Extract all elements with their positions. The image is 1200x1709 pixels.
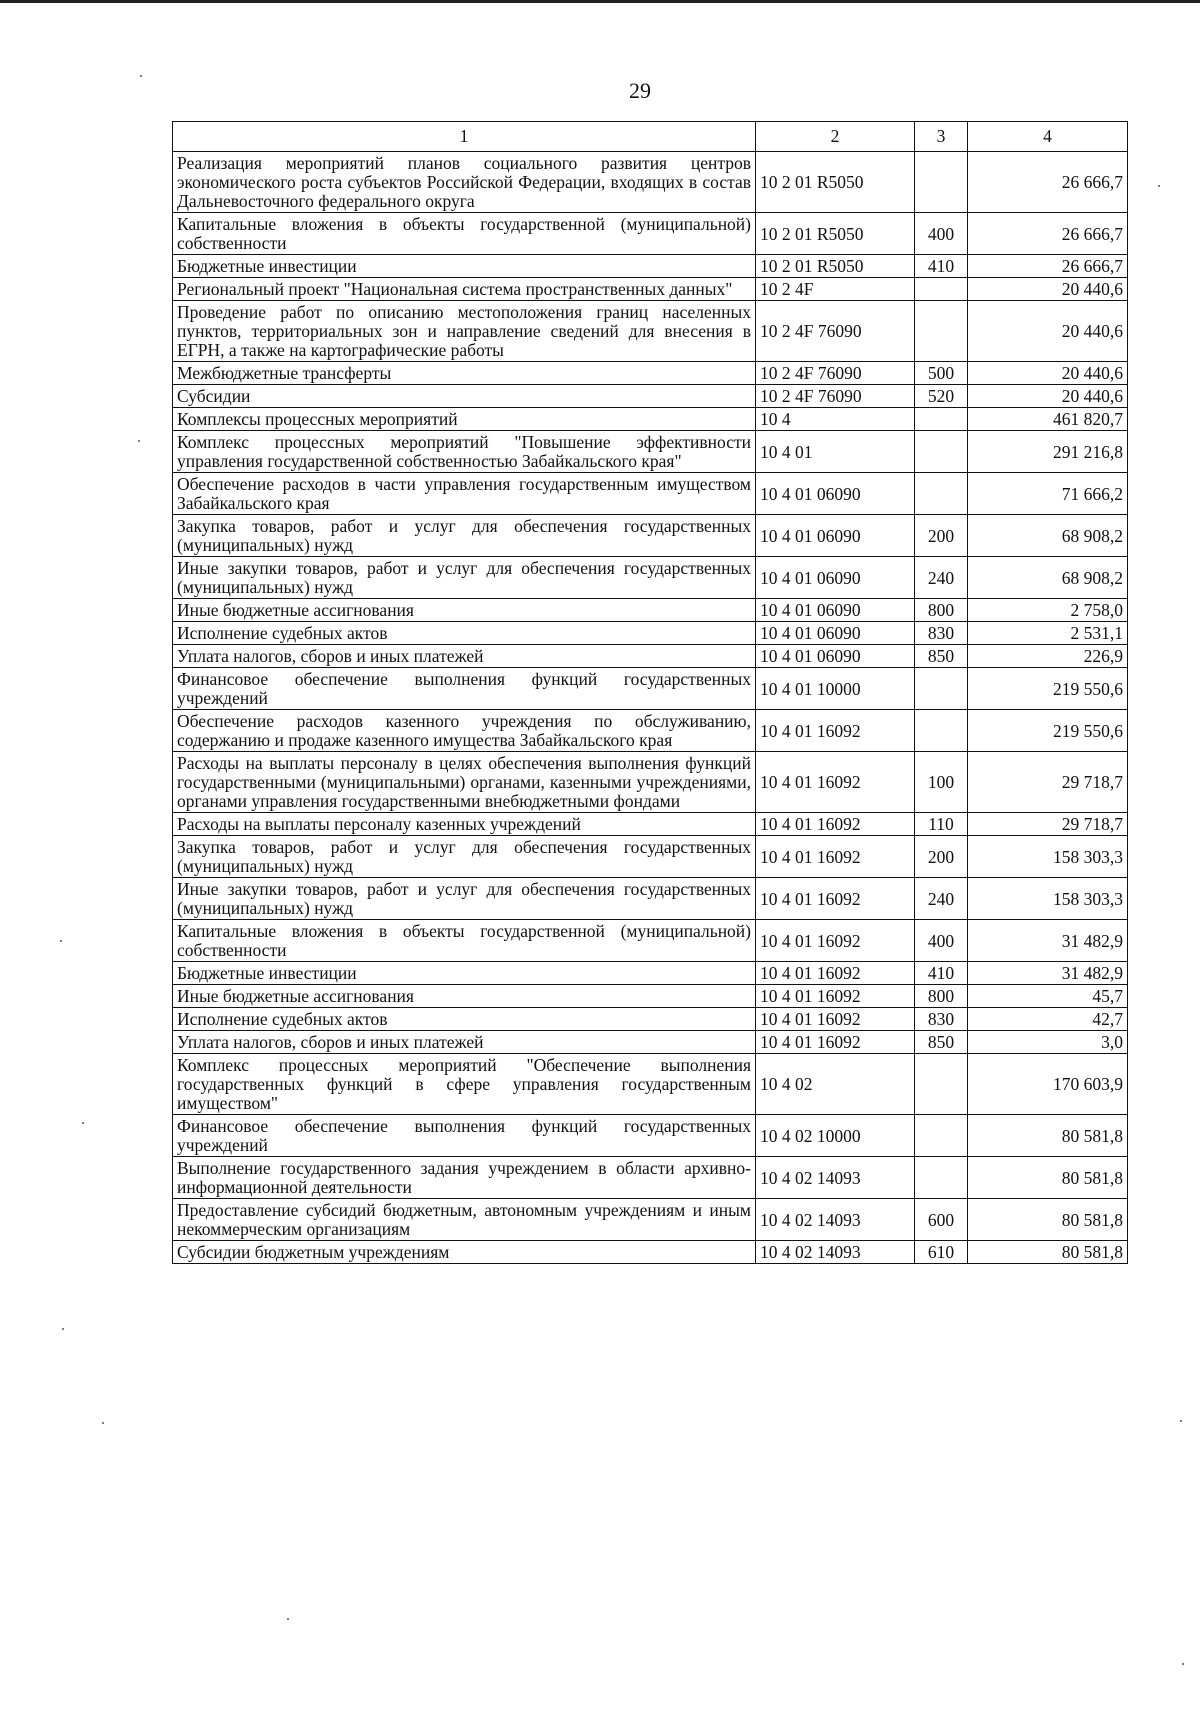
table-row [173,515,1128,557]
cell-target-code: 10 4 01 06090 [756,515,915,557]
cell-amount: 219 550,6 [968,668,1128,710]
cell-amount: 42,7 [968,1008,1128,1031]
cell-target-code: 10 4 01 16092 [756,813,915,836]
column-header-type: 3 [915,122,968,152]
cell-expense-name: Субсидии бюджетным учреждениям [173,1241,756,1264]
table-row [173,1115,1128,1157]
cell-amount: 29 718,7 [968,752,1128,813]
cell-target-code: 10 2 4F 76090 [756,301,915,362]
table-row [173,920,1128,962]
scan-speck [82,1122,84,1124]
cell-amount: 3,0 [968,1031,1128,1054]
table-row [173,1199,1128,1241]
cell-expense-name: Комплекс процессных мероприятий "Повышение эффективности управления государственной собственностью Забайкальского края" [173,431,756,473]
table-row [173,1241,1128,1264]
cell-expense-type: 830 [915,622,968,645]
cell-expense-type [915,1157,968,1199]
cell-amount: 29 718,7 [968,813,1128,836]
cell-amount: 45,7 [968,985,1128,1008]
cell-target-code: 10 2 4F [756,278,915,301]
table-row [173,362,1128,385]
cell-expense-name: Иные закупки товаров, работ и услуг для обеспечения государственных (муниципальных) нужд [173,557,756,599]
table-row [173,473,1128,515]
table-row [173,557,1128,599]
cell-amount: 31 482,9 [968,962,1128,985]
table-row [173,710,1128,752]
cell-expense-type: 240 [915,878,968,920]
cell-amount: 71 666,2 [968,473,1128,515]
cell-expense-type: 850 [915,645,968,668]
cell-amount: 26 666,7 [968,255,1128,278]
table-row [173,752,1128,813]
cell-amount: 20 440,6 [968,385,1128,408]
page-top-edge [0,0,1200,3]
table-row [173,385,1128,408]
cell-target-code: 10 4 01 06090 [756,599,915,622]
cell-amount: 68 908,2 [968,515,1128,557]
cell-target-code: 10 4 01 06090 [756,557,915,599]
scan-speck [102,1422,104,1424]
cell-target-code: 10 2 01 R5050 [756,152,915,213]
table-row [173,301,1128,362]
cell-expense-type: 830 [915,1008,968,1031]
cell-expense-name: Реализация мероприятий планов социального развития центров экономического роста субъектов Российской Федерации, входящих в состав Дальневосточного федерального округа [173,152,756,213]
table-row [173,599,1128,622]
cell-target-code: 10 2 01 R5050 [756,213,915,255]
cell-expense-type: 100 [915,752,968,813]
cell-expense-type: 400 [915,920,968,962]
cell-amount: 170 603,9 [968,1054,1128,1115]
table-row [173,878,1128,920]
cell-amount: 226,9 [968,645,1128,668]
cell-expense-name: Расходы на выплаты персоналу в целях обеспечения выполнения функций государственными (муниципальными) органами, казенными учреждениями, органами управления государственными внебюджетными фондами [173,752,756,813]
cell-amount: 158 303,3 [968,878,1128,920]
table-row [173,962,1128,985]
cell-amount: 2 531,1 [968,622,1128,645]
cell-expense-type: 850 [915,1031,968,1054]
cell-amount: 80 581,8 [968,1115,1128,1157]
cell-expense-type [915,1115,968,1157]
cell-amount: 68 908,2 [968,557,1128,599]
cell-amount: 31 482,9 [968,920,1128,962]
cell-target-code: 10 4 01 16092 [756,836,915,878]
cell-expense-name: Проведение работ по описанию местоположения границ населенных пунктов, территориальных зон и направление сведений для внесения в ЕГРН, а также на картографические работы [173,301,756,362]
cell-expense-type: 600 [915,1199,968,1241]
cell-target-code: 10 4 02 14093 [756,1199,915,1241]
cell-expense-type: 410 [915,255,968,278]
table-row [173,645,1128,668]
cell-expense-name: Бюджетные инвестиции [173,962,756,985]
table-row [173,985,1128,1008]
cell-amount: 80 581,8 [968,1199,1128,1241]
cell-amount: 20 440,6 [968,301,1128,362]
cell-expense-type [915,152,968,213]
scan-speck [1182,1663,1184,1665]
table-body [173,152,1128,1264]
table-row [173,408,1128,431]
cell-expense-name: Закупка товаров, работ и услуг для обеспечения государственных (муниципальных) нужд [173,515,756,557]
cell-expense-name: Финансовое обеспечение выполнения функций государственных учреждений [173,668,756,710]
cell-expense-name: Уплата налогов, сборов и иных платежей [173,1031,756,1054]
cell-target-code: 10 4 02 [756,1054,915,1115]
cell-expense-name: Выполнение государственного задания учреждением в области архивно-информационной деятельности [173,1157,756,1199]
table-row [173,152,1128,213]
cell-expense-type: 410 [915,962,968,985]
cell-expense-name: Расходы на выплаты персоналу казенных учреждений [173,813,756,836]
table-row [173,836,1128,878]
cell-expense-type [915,278,968,301]
cell-expense-type: 200 [915,836,968,878]
cell-expense-name: Обеспечение расходов в части управления государственным имуществом Забайкальского края [173,473,756,515]
scan-speck [140,75,142,77]
cell-target-code: 10 4 01 06090 [756,473,915,515]
cell-expense-type [915,408,968,431]
budget-table [172,121,1128,1264]
column-header-code: 2 [756,122,915,152]
cell-target-code: 10 4 02 14093 [756,1157,915,1199]
cell-target-code: 10 4 01 10000 [756,668,915,710]
scan-speck [1180,1420,1182,1422]
cell-expense-type [915,710,968,752]
table-row [173,1157,1128,1199]
cell-amount: 20 440,6 [968,362,1128,385]
column-header-sum: 4 [968,122,1128,152]
cell-amount: 461 820,7 [968,408,1128,431]
table-row [173,1008,1128,1031]
cell-expense-name: Межбюджетные трансферты [173,362,756,385]
scan-speck [62,1328,64,1330]
cell-expense-type: 520 [915,385,968,408]
scan-speck [60,940,62,942]
cell-expense-name: Исполнение судебных актов [173,1008,756,1031]
cell-target-code: 10 4 01 16092 [756,752,915,813]
cell-expense-name: Иные бюджетные ассигнования [173,985,756,1008]
cell-target-code: 10 4 02 14093 [756,1241,915,1264]
table-header-row [173,122,1128,152]
cell-expense-name: Иные бюджетные ассигнования [173,599,756,622]
cell-target-code: 10 4 01 16092 [756,985,915,1008]
cell-expense-type: 800 [915,599,968,622]
cell-expense-name: Капитальные вложения в объекты государственной (муниципальной) собственности [173,213,756,255]
cell-target-code: 10 4 01 06090 [756,622,915,645]
cell-target-code: 10 2 4F 76090 [756,362,915,385]
cell-amount: 219 550,6 [968,710,1128,752]
cell-expense-name: Исполнение судебных актов [173,622,756,645]
cell-target-code: 10 4 01 16092 [756,1008,915,1031]
cell-target-code: 10 4 [756,408,915,431]
cell-target-code: 10 4 01 16092 [756,920,915,962]
table-row [173,213,1128,255]
cell-expense-type: 110 [915,813,968,836]
scan-speck [138,440,140,442]
cell-expense-type: 500 [915,362,968,385]
scan-speck [1158,185,1160,187]
cell-expense-name: Закупка товаров, работ и услуг для обеспечения государственных (муниципальных) нужд [173,836,756,878]
cell-expense-name: Комплекс процессных мероприятий "Обеспечение выполнения государственных функций в сфере управления государственным имуществом" [173,1054,756,1115]
cell-target-code: 10 4 01 16092 [756,878,915,920]
table-row [173,431,1128,473]
table-row [173,1031,1128,1054]
cell-target-code: 10 4 01 16092 [756,962,915,985]
cell-amount: 26 666,7 [968,213,1128,255]
table-row [173,622,1128,645]
cell-target-code: 10 4 02 10000 [756,1115,915,1157]
cell-expense-type: 400 [915,213,968,255]
cell-expense-name: Бюджетные инвестиции [173,255,756,278]
cell-target-code: 10 4 01 [756,431,915,473]
cell-target-code: 10 4 01 06090 [756,645,915,668]
cell-expense-type: 610 [915,1241,968,1264]
cell-expense-type: 240 [915,557,968,599]
cell-expense-type [915,431,968,473]
table-row [173,668,1128,710]
cell-expense-type [915,668,968,710]
cell-amount: 80 581,8 [968,1241,1128,1264]
cell-expense-type [915,473,968,515]
cell-expense-name: Капитальные вложения в объекты государственной (муниципальной) собственности [173,920,756,962]
cell-expense-type: 800 [915,985,968,1008]
cell-expense-name: Финансовое обеспечение выполнения функций государственных учреждений [173,1115,756,1157]
cell-expense-name: Иные закупки товаров, работ и услуг для обеспечения государственных (муниципальных) нужд [173,878,756,920]
cell-expense-name: Комплексы процессных мероприятий [173,408,756,431]
cell-target-code: 10 4 01 16092 [756,710,915,752]
cell-target-code: 10 4 01 16092 [756,1031,915,1054]
column-header-name: 1 [173,122,756,152]
cell-amount: 20 440,6 [968,278,1128,301]
page-number: 29 [629,78,651,103]
cell-expense-type [915,1054,968,1115]
cell-amount: 80 581,8 [968,1157,1128,1199]
cell-amount: 291 216,8 [968,431,1128,473]
cell-expense-type: 200 [915,515,968,557]
table-row [173,255,1128,278]
cell-amount: 2 758,0 [968,599,1128,622]
cell-amount: 158 303,3 [968,836,1128,878]
cell-expense-name: Субсидии [173,385,756,408]
table-row [173,278,1128,301]
scan-speck [287,1618,289,1620]
cell-expense-type [915,301,968,362]
cell-expense-name: Региональный проект "Национальная система пространственных данных" [173,278,756,301]
cell-target-code: 10 2 01 R5050 [756,255,915,278]
cell-expense-name: Предоставление субсидий бюджетным, автономным учреждениям и иным некоммерческим организациям [173,1199,756,1241]
table-row [173,1054,1128,1115]
table-row [173,813,1128,836]
cell-target-code: 10 2 4F 76090 [756,385,915,408]
cell-expense-name: Обеспечение расходов казенного учреждения по обслуживанию, содержанию и продаже казенного имущества Забайкальского края [173,710,756,752]
cell-amount: 26 666,7 [968,152,1128,213]
cell-expense-name: Уплата налогов, сборов и иных платежей [173,645,756,668]
